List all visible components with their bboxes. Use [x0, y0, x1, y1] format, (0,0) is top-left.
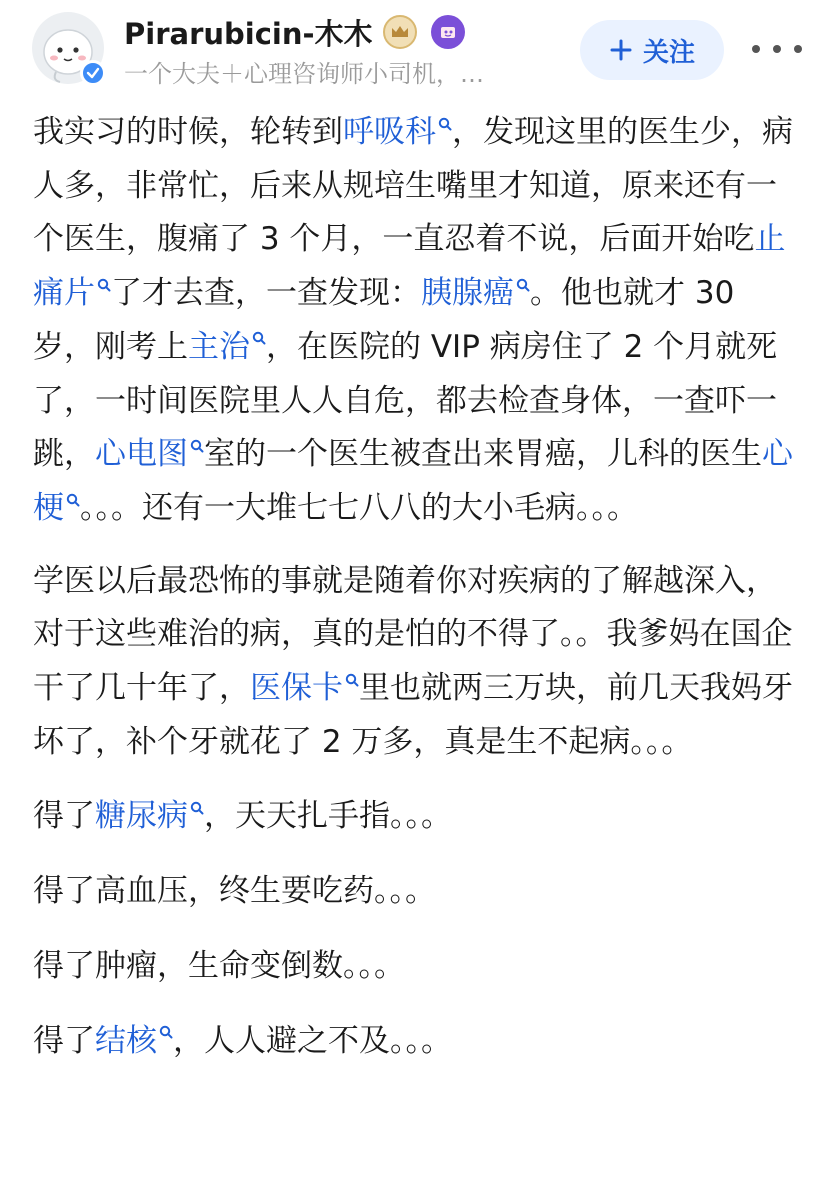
post-paragraph	[33, 865, 801, 919]
post-text: 学医以后最恐怖的事就是随着你对疾病的了解越深入，对于这些难治的病，真的是怕的不得了。。我爹妈在国企干了几十年了，	[33, 562, 793, 707]
post-text: 得了高血压，终生要吃药。。。	[33, 873, 436, 910]
post-text: 得了	[33, 1022, 95, 1059]
search-keyword-link[interactable]: 止痛片	[33, 221, 786, 312]
search-keyword-link[interactable]: 心电图	[95, 436, 188, 473]
search-icon[interactable]	[516, 278, 530, 292]
author-bio: 一个大夫＋心理咨询师小司机，…	[124, 60, 484, 88]
author-name-row	[124, 14, 465, 50]
post-paragraph	[33, 1015, 801, 1069]
search-icon[interactable]	[66, 493, 80, 507]
post-text: 室的一个医生被查出来胃癌，儿科的医生	[204, 436, 762, 473]
author-name[interactable]: Pirarubicin-木木	[124, 16, 373, 51]
plus-icon	[609, 38, 633, 62]
search-keyword-link[interactable]: 呼吸科	[343, 114, 436, 150]
post-text: ，在医院的 VIP 病房住了 2 个月就死了，一时间医院里人人自危，都去检查身体，一查吓一跳，	[33, 328, 778, 473]
search-icon[interactable]	[438, 117, 452, 131]
search-keyword-link[interactable]: 胰腺癌	[421, 275, 514, 312]
post-text: ，人人避之不及。。。	[173, 1022, 452, 1059]
search-keyword-link[interactable]: 结核	[95, 1022, 157, 1059]
purple-medal-badge-icon[interactable]	[431, 15, 465, 49]
post-paragraph	[33, 790, 801, 844]
post-text: ，天天扎手指。。。	[204, 798, 452, 835]
search-icon[interactable]	[97, 278, 111, 292]
post-text: ，发现这里的医生少，病人多，非常忙，后来从规培生嘴里才知道，原来还有一个医生，腹痛了 3 个月，一直忍着不说，后面开始吃	[33, 114, 793, 258]
search-icon[interactable]	[159, 1025, 173, 1039]
post-text: 得了肿瘤，生命变倒数。。。	[33, 947, 405, 984]
follow-label: 关注	[642, 37, 695, 68]
post-paragraph	[33, 106, 801, 536]
search-keyword-link[interactable]: 主治	[188, 328, 250, 365]
search-icon[interactable]	[190, 801, 204, 815]
verified-check-icon	[80, 60, 106, 86]
more-dots-icon[interactable]	[752, 34, 802, 64]
post-paragraph	[33, 940, 801, 994]
post-text: 了才去查，一查发现：	[111, 275, 421, 312]
search-icon[interactable]	[190, 439, 204, 453]
post-header	[0, 0, 828, 104]
crown-level-badge-icon[interactable]	[383, 15, 417, 49]
search-icon[interactable]	[252, 331, 266, 345]
post-body	[33, 106, 801, 1068]
follow-button[interactable]	[580, 20, 724, 80]
post-text: 。他也就才 30 岁，刚考上	[33, 275, 735, 365]
search-keyword-link[interactable]: 糖尿病	[95, 798, 188, 835]
post-text: 里也就两三万块，前几天我妈牙坏了，补个牙就花了 2 万多，真是生不起病。。。	[33, 670, 793, 760]
search-keyword-link[interactable]: 心梗	[33, 436, 793, 526]
search-icon[interactable]	[345, 673, 359, 687]
post-text: 我实习的时候，轮转到	[33, 114, 343, 150]
post-paragraph	[33, 555, 801, 770]
post-text: 。。。还有一大堆七七八八的大小毛病。。。	[80, 489, 638, 526]
search-keyword-link[interactable]: 医保卡	[250, 670, 343, 707]
post-text: 得了	[33, 798, 95, 835]
